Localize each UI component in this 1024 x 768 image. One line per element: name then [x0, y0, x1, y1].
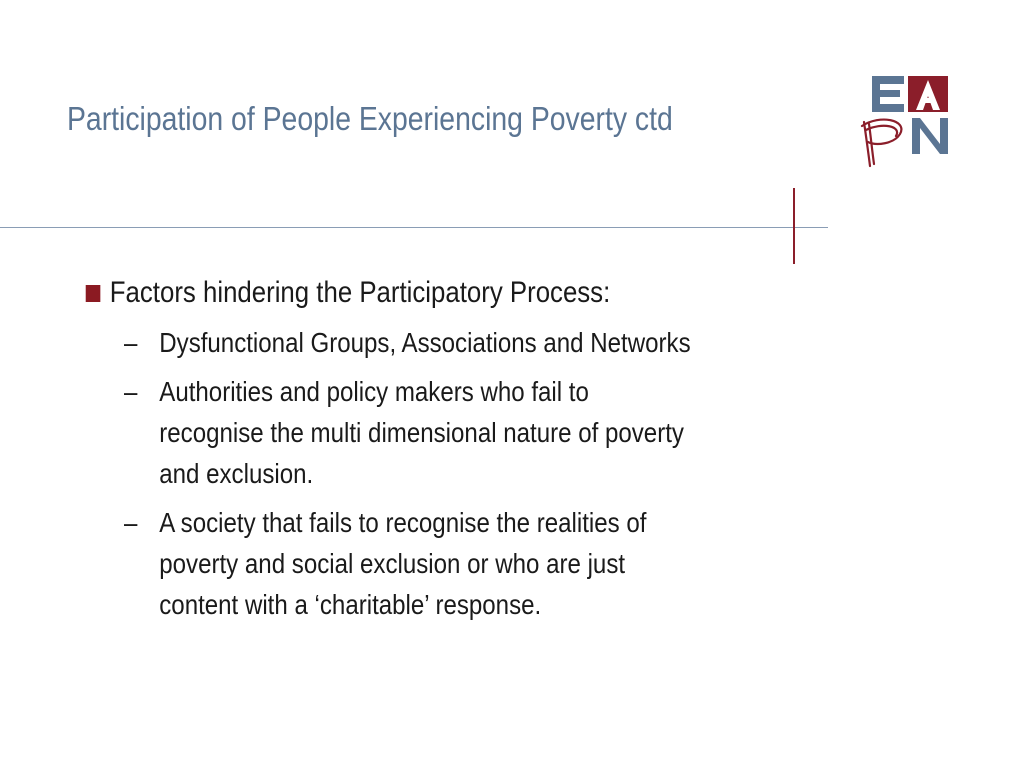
dash-marker: – — [124, 327, 138, 358]
sub-bullet-line: Authorities and policy makers who fail to — [159, 376, 589, 407]
sub-bullet-line: and exclusion. — [159, 458, 314, 489]
sub-bullet-item — [124, 322, 770, 363]
slide-title: Participation of People Experiencing Poverty ctd — [67, 100, 673, 137]
bullet-list — [84, 272, 804, 633]
logo-letter-e — [872, 76, 904, 112]
sub-bullet-item — [124, 502, 770, 625]
sub-bullet-line: A society that fails to recognise the realities of — [159, 507, 647, 538]
eapn-logo-graphic — [852, 70, 952, 170]
sub-bullet-line: poverty and social exclusion or who are just — [159, 548, 626, 579]
sub-bullet-item — [124, 371, 770, 494]
logo-letter-p — [862, 120, 901, 166]
sub-bullet-line: content with a ‘charitable’ response. — [159, 589, 542, 620]
eapn-logo — [852, 70, 952, 170]
dash-marker: – — [124, 376, 138, 407]
sub-bullet-line: recognise the multi dimensional nature of poverty — [159, 417, 684, 448]
title-divider-line — [0, 227, 828, 228]
logo-letter-n — [912, 118, 948, 154]
sub-bullet-line: Dysfunctional Groups, Associations and Networks — [159, 327, 691, 358]
sub-bullet-list — [84, 322, 804, 625]
dash-marker: – — [124, 507, 138, 538]
bullet-text: Factors hindering the Participatory Process: — [109, 276, 611, 309]
logo-letter-a — [908, 76, 948, 112]
bullet-item — [84, 272, 703, 314]
square-bullet-icon — [86, 285, 101, 302]
vertical-accent-line — [793, 188, 795, 264]
